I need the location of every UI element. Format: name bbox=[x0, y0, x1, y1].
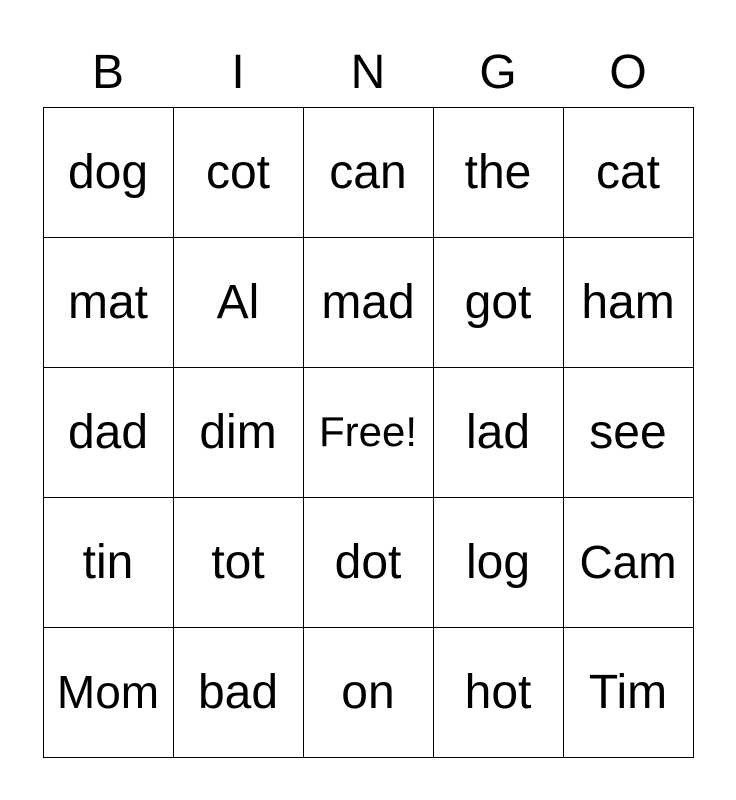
bingo-cell[interactable]: dog bbox=[43, 107, 174, 238]
bingo-board bbox=[43, 107, 693, 757]
header-letter-o: O bbox=[609, 46, 647, 99]
bingo-cell[interactable]: Mom bbox=[43, 627, 174, 758]
bingo-cell[interactable]: cat bbox=[563, 107, 694, 238]
bingo-cell[interactable]: tot bbox=[173, 497, 304, 628]
bingo-cell[interactable]: Tim bbox=[563, 627, 694, 758]
bingo-cell[interactable]: mat bbox=[43, 237, 174, 368]
header-letter-b: B bbox=[91, 46, 124, 99]
header-letter-i: I bbox=[231, 46, 245, 99]
bingo-cell[interactable]: log bbox=[433, 497, 564, 628]
bingo-cell[interactable]: mad bbox=[303, 237, 434, 368]
bingo-cell[interactable]: bad bbox=[173, 627, 304, 758]
bingo-cell[interactable]: ham bbox=[563, 237, 694, 368]
bingo-cell[interactable]: hot bbox=[433, 627, 564, 758]
bingo-cell[interactable]: cot bbox=[173, 107, 304, 238]
bingo-cell[interactable]: Cam bbox=[563, 497, 694, 628]
bingo-header bbox=[43, 40, 693, 106]
bingo-cell[interactable]: dot bbox=[303, 497, 434, 628]
bingo-cell[interactable]: can bbox=[303, 107, 434, 238]
bingo-cell[interactable]: Al bbox=[173, 237, 304, 368]
free-space-cell[interactable]: Free! bbox=[303, 367, 434, 498]
header-letter-g: G bbox=[479, 46, 517, 99]
bingo-cell[interactable]: tin bbox=[43, 497, 174, 628]
bingo-cell[interactable]: dad bbox=[43, 367, 174, 498]
bingo-cell[interactable]: see bbox=[563, 367, 694, 498]
bingo-cell[interactable]: on bbox=[303, 627, 434, 758]
header-letter-n: N bbox=[350, 46, 386, 99]
bingo-cell[interactable]: dim bbox=[173, 367, 304, 498]
bingo-cell[interactable]: the bbox=[433, 107, 564, 238]
bingo-cell[interactable]: lad bbox=[433, 367, 564, 498]
bingo-cell[interactable]: got bbox=[433, 237, 564, 368]
